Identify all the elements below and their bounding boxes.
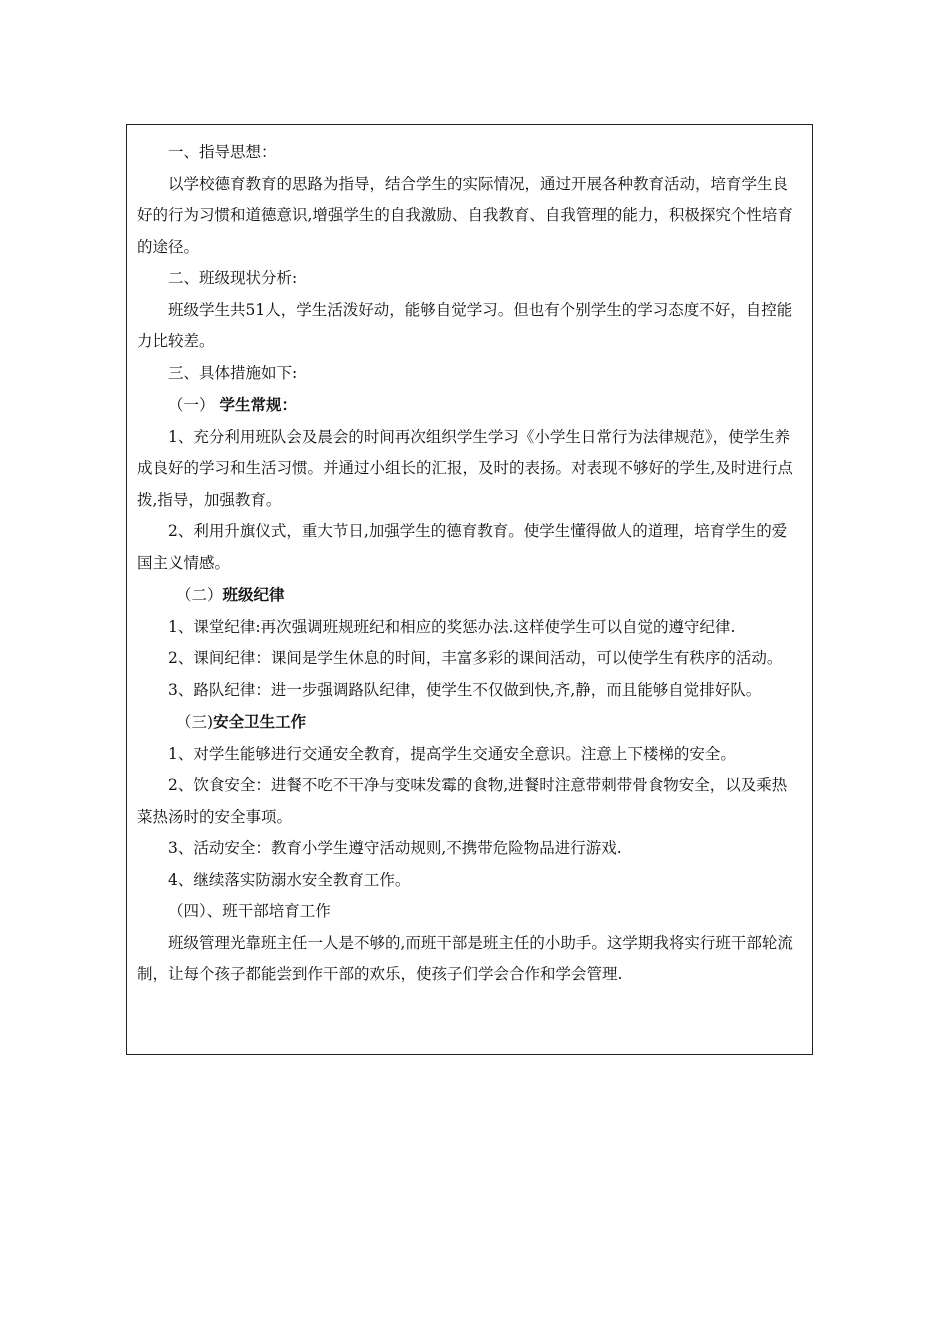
section2-heading: 二、班级现状分析: [168, 269, 298, 287]
part1-prefix: （一） [168, 396, 220, 414]
part2-heading [137, 579, 801, 612]
part3-item-2: 2、饮食安全：进餐不吃不干净与变味发霉的食物,进餐时注意带刺带骨食物安全，以及乘热菜热汤时的安全事项。 [137, 776, 788, 826]
document-frame [126, 124, 813, 1055]
part3-prefix: （三) [176, 713, 214, 731]
part3-item-4: 4、继续落实防溺水安全教育工作。 [168, 870, 411, 889]
part1-item-2: 2、利用升旗仪式，重大节日,加强学生的德育教育。使学生懂得做人的道理，培育学生的爱国主义情感。 [137, 522, 788, 572]
section2-body: 班级学生共51人，学生活泼好动，能够自觉学习。但也有个别学生的学习态度不好，自控能力比较差。 [137, 300, 793, 350]
part2-item-2: 2、课间纪律：课间是学生休息的时间，丰富多彩的课间活动，可以使学生有秩序的活动。 [168, 649, 783, 667]
part2-item-3: 3、路队纪律：进一步强调路队纪律，使学生不仅做到快,齐,静，而且能够自觉排好队。 [168, 680, 762, 699]
part3-title: 安全卫生工作 [213, 712, 307, 731]
part1-heading [137, 389, 801, 422]
part3-heading [137, 706, 801, 739]
part1-title: 学生常规： [219, 395, 297, 414]
part1-item-1: 1、充分利用班队会及晨会的时间再次组织学生学习《小学生日常行为法律规范》，使学生养成良好的学习和生活习惯。并通过小组长的汇报，及时的表扬。对表现不够好的学生,及时进行点拨,指导，加强教育。 [137, 427, 793, 509]
part4-heading: （四）、班干部培育工作 [168, 902, 331, 920]
section1-heading: 一、指导思想： [168, 143, 277, 161]
part4-body: 班级管理光靠班主任一人是不够的,而班干部是班主任的小助手。这学期我将实行班干部轮流制，让每个孩子都能尝到作干部的欢乐，使孩子们学会合作和学会管理. [137, 933, 793, 983]
document-content [137, 137, 801, 991]
section3-heading: 三、具体措施如下: [168, 363, 298, 382]
part3-item-3: 3、活动安全：教育小学生遵守活动规则,不携带危险物品进行游戏. [168, 839, 622, 857]
part2-title: 班级纪律 [222, 585, 285, 604]
part2-item-1: 1、课堂纪律:再次强调班规班纪和相应的奖惩办法.这样使学生可以自觉的遵守纪律. [168, 617, 736, 636]
part2-prefix: （二） [176, 586, 223, 604]
part3-item-1: 1、对学生能够进行交通安全教育，提高学生交通安全意识。注意上下楼梯的安全。 [168, 744, 736, 763]
section1-body: 以学校德育教育的思路为指导，结合学生的实际情况，通过开展各种教育活动，培育学生良好的行为习惯和道德意识,增强学生的自我激励、自我教育、自我管理的能力，积极探究个性培育的途径。 [137, 174, 793, 256]
